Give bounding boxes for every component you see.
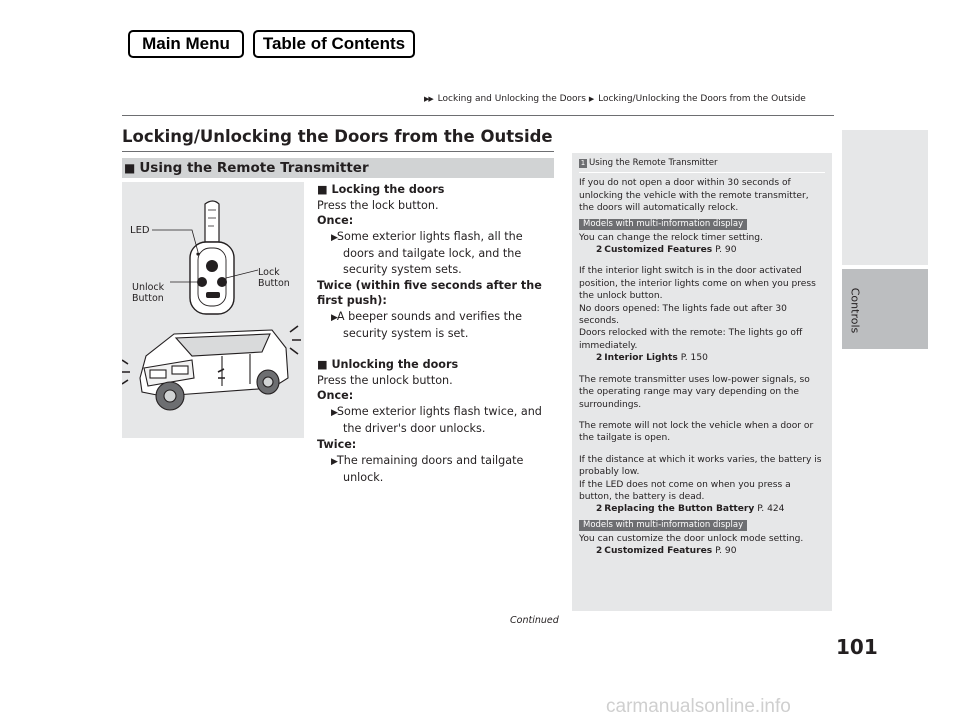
title-divider xyxy=(122,151,554,152)
arrow-icon: ▶ xyxy=(331,407,337,418)
breadcrumb-item-1[interactable]: Locking and Unlocking the Doors xyxy=(437,94,586,104)
page-number: 101 xyxy=(836,635,878,659)
unlocking-intro: Press the unlock button. xyxy=(317,373,453,387)
unlock-twice-text: ▶The remaining doors and tailgate unlock. xyxy=(331,453,524,485)
locking-intro: Press the lock button. xyxy=(317,198,439,212)
controls-tab-label: Controls xyxy=(848,287,862,333)
panic-button-shape xyxy=(206,292,220,298)
locking-heading: ■ Locking the doors xyxy=(317,183,445,196)
sidebar-divider xyxy=(579,172,825,173)
lock-button-shape xyxy=(217,277,227,287)
section-heading: Using the Remote Transmitter xyxy=(139,160,369,176)
model-badge: Models with multi-information display xyxy=(579,520,747,531)
watermark: carmanualsonline.info xyxy=(606,696,791,717)
unlock-label-line2: Button xyxy=(132,293,164,304)
arrow-icon: ▶ xyxy=(331,456,337,467)
led-label: LED xyxy=(130,225,150,236)
cross-reference-link[interactable]: 2 Interior Lights P. 150 xyxy=(596,353,708,364)
main-menu-button[interactable]: Main Menu xyxy=(128,30,244,58)
unlock-button-shape xyxy=(197,277,207,287)
lock-label-line2: Button xyxy=(258,278,290,289)
reference-icon: 2 xyxy=(596,546,603,557)
cross-reference-link[interactable]: 2 Replacing the Button Battery P. 424 xyxy=(596,504,785,515)
lock-once-text: ▶Some exterior lights flash, all the doors and tailgate lock, and the security system sets. xyxy=(331,229,523,276)
lock-twice-label: Twice (within five seconds after the first push): xyxy=(317,278,542,308)
section-square-icon: ■ xyxy=(124,161,136,175)
led-button xyxy=(206,260,218,272)
sidebar-notes xyxy=(572,153,832,611)
led-leader-line xyxy=(152,230,198,252)
note-number-icon: 1 xyxy=(580,158,586,167)
sidebar-paragraph: The remote transmitter uses low-power signals, so the operating range may vary depending on the surroundings. xyxy=(579,374,810,410)
breadcrumb xyxy=(424,94,806,104)
suv-vehicle-drawing xyxy=(140,330,288,410)
remote-transmitter-illustration xyxy=(122,182,304,438)
unlocking-heading: ■ Unlocking the doors xyxy=(317,357,459,371)
reference-icon: 2 xyxy=(596,504,603,515)
key-and-vehicle-drawing xyxy=(122,182,304,438)
cross-reference-link[interactable]: 2 Customized Features P. 90 xyxy=(596,546,737,557)
sidebar-paragraph: Doors relocked with the remote: The lights go off immediately. xyxy=(579,328,803,351)
model-badge: Models with multi-information display xyxy=(579,219,747,230)
sidebar-heading: 1 Using the Remote Transmitter xyxy=(580,158,718,168)
header-divider xyxy=(122,115,834,116)
breadcrumb-arrow-icon: ▶▶ xyxy=(424,95,433,103)
sidebar-paragraph: If the LED does not come on when you press a button, the battery is dead. xyxy=(579,479,791,502)
arrow-icon: ▶ xyxy=(331,312,337,323)
main-body-text xyxy=(317,182,557,486)
sidebar-paragraph: If you do not open a door within 30 seconds of unlocking the vehicle with the remote transmitter, the doors will automatically relock. xyxy=(579,178,809,214)
section-heading-bar xyxy=(122,158,554,178)
unlock-once-label: Once: xyxy=(317,389,354,403)
sidebar-paragraph: You can change the relock timer setting. xyxy=(579,232,763,243)
key-blade xyxy=(205,201,219,242)
led-light-icon xyxy=(196,252,199,255)
lock-label-line1: Lock xyxy=(258,267,280,278)
sidebar-paragraph: If the interior light switch is in the door activated position, the interior lights come on when you press the unlock button. xyxy=(579,266,816,302)
unlock-once-text: ▶Some exterior lights flash twice, and the driver's door unlocks. xyxy=(331,404,542,436)
cross-reference-link[interactable]: 2 Customized Features P. 90 xyxy=(596,245,737,256)
page-title: Locking/Unlocking the Doors from the Outside xyxy=(122,127,553,146)
breadcrumb-item-2[interactable]: Locking/Unlocking the Doors from the Outside xyxy=(598,94,806,104)
sidebar-paragraph: The remote will not lock the vehicle when a door or the tailgate is open. xyxy=(579,420,814,444)
reference-icon: 2 xyxy=(596,353,603,364)
sidebar-paragraph: If the distance at which it works varies, the battery is probably low. xyxy=(579,454,822,478)
lock-twice-text: ▶A beeper sounds and verifies the security system is set. xyxy=(331,309,522,341)
reference-icon: 2 xyxy=(596,245,603,256)
continued-label: Continued xyxy=(510,615,559,626)
side-tab-background xyxy=(842,130,928,265)
arrow-icon: ▶ xyxy=(331,232,337,243)
sidebar-paragraph: You can customize the door unlock mode setting. xyxy=(579,533,804,544)
lock-once-label: Once: xyxy=(317,214,354,228)
unlock-twice-label: Twice: xyxy=(317,437,357,451)
table-of-contents-button[interactable]: Table of Contents xyxy=(253,30,415,58)
sidebar-paragraph: No doors opened: The lights fade out after 30 seconds. xyxy=(579,303,787,327)
unlock-label-line1: Unlock xyxy=(132,282,165,293)
breadcrumb-arrow-icon: ▶ xyxy=(588,95,594,103)
